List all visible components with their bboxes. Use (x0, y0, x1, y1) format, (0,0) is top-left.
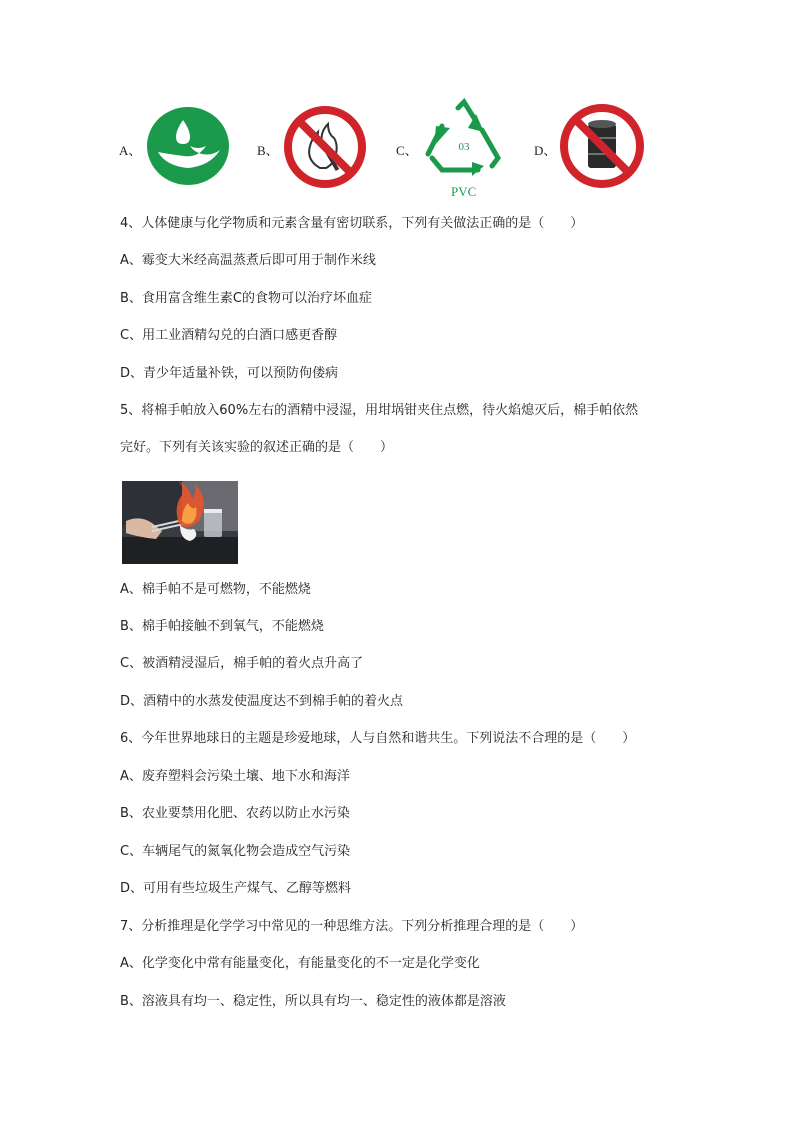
sign-d-label: D、 (534, 143, 557, 158)
q4-option-b: B、食用富含维生素C的食物可以治疗坏血症 (120, 291, 372, 306)
sign-c-label: C、 (396, 143, 418, 158)
recycle-icon (420, 98, 510, 180)
q6-stem: 6、今年世界地球日的主题是珍爱地球，人与自然和谐共生。下列说法不合理的是（ ） (120, 731, 636, 746)
water-saving-icon (146, 106, 230, 186)
q4-option-d: D、青少年适量补铁，可以预防佝偻病 (120, 366, 339, 381)
q6-option-b: B、农业要禁用化肥、农药以防止水污染 (120, 806, 350, 821)
no-open-flame-icon (282, 104, 368, 190)
q4-stem: 4、人体健康与化学物质和元素含量有密切联系，下列有关做法正确的是（ ） (120, 216, 584, 231)
recycle-code: 03 (458, 141, 470, 153)
q6-option-d: D、可用有些垃圾生产煤气、乙醇等燃料 (120, 881, 352, 896)
experiment-photo (122, 481, 238, 564)
q5-stem-line1: 5、将棉手帕放入60%左右的酒精中浸湿，用坩埚钳夹住点燃，待火焰熄灭后，棉手帕依然 (120, 403, 639, 418)
q5-option-c: C、被酒精浸湿后，棉手帕的着火点升高了 (120, 656, 364, 671)
q4-option-a: A、霉变大米经高温蒸煮后即可用于制作米线 (120, 253, 376, 268)
recycle-caption: PVC (451, 184, 477, 199)
sign-b-label: B、 (257, 143, 279, 158)
q5-option-d: D、酒精中的水蒸发使温度达不到棉手帕的着火点 (120, 694, 404, 709)
q7-option-a: A、化学变化中常有能量变化，有能量变化的不一定是化学变化 (120, 956, 480, 971)
q5-option-b: B、棉手帕接触不到氧气，不能燃烧 (120, 619, 324, 634)
q7-stem: 7、分析推理是化学学习中常见的一种思维方法。下列分析推理合理的是（ ） (120, 919, 584, 934)
q5-option-a: A、棉手帕不是可燃物，不能燃烧 (120, 582, 311, 597)
q4-option-c: C、用工业酒精勾兑的白酒口感更香醇 (120, 328, 338, 343)
sign-a-label: A、 (119, 143, 142, 158)
q7-option-b: B、溶液具有均一、稳定性，所以具有均一、稳定性的液体都是溶液 (120, 994, 506, 1009)
q6-option-c: C、车辆尾气的氮氧化物会造成空气污染 (120, 844, 351, 859)
q6-option-a: A、废弃塑料会污染土壤、地下水和海洋 (120, 769, 350, 784)
no-oil-drum-icon (558, 102, 646, 190)
q5-stem-line2: 完好。下列有关该实验的叙述正确的是（ ） (120, 440, 394, 455)
